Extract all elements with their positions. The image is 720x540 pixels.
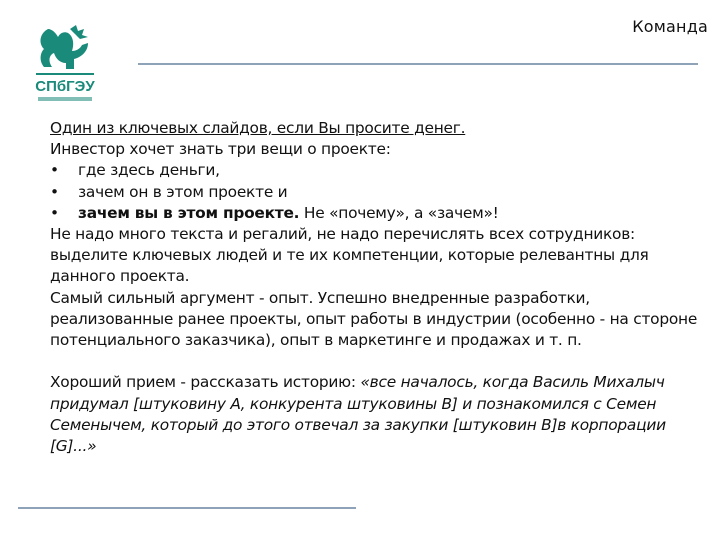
bullet-text: Не «почему», а «зачем»!: [299, 203, 499, 222]
logo-text: СПбГЭУ: [35, 78, 95, 95]
bullet-marker: •: [50, 203, 59, 222]
university-logo: [30, 23, 100, 107]
bullet-item: [50, 160, 705, 181]
bullet-text: зачем он в этом проекте и: [78, 182, 288, 201]
bullet-bold-text: зачем вы в этом проекте.: [78, 203, 300, 222]
intro-line: Один из ключевых слайдов, если Вы просите денег.: [50, 119, 466, 137]
paragraph-story: [50, 372, 705, 457]
footer-divider: [18, 507, 356, 509]
blank-line: [50, 351, 705, 372]
slide-title: Команда: [632, 17, 708, 36]
investor-line: Инвестор хочет знать три вещи о проекте:: [50, 140, 391, 159]
bullet-item: [50, 182, 705, 203]
story-quote: «все началось, когда Василь Михалыч придумал [штуковину А, конкурента штуковины B] и познакомился с Семен Семенычем, который до этого отвечал за закупки [штуковин B]в корпорации [G]...»: [50, 373, 666, 456]
bullet-item: [50, 203, 705, 224]
paragraph-experience: Самый сильный аргумент - опыт. Успешно внедренные разработки, реализованные ранее проекты, опыт работы в индустрии (особенно - на стороне потенциального заказчика), опыт в маркетинге и продажах и т. п.: [50, 288, 698, 350]
bullet-text: где здесь деньги,: [78, 161, 220, 180]
story-lead: Хороший прием - рассказать историю:: [50, 373, 361, 392]
slide-body: [50, 118, 705, 457]
header-divider: [138, 63, 698, 65]
bullet-marker: •: [50, 161, 59, 180]
paragraph-team: Не надо много текста и регалий, не надо перечислять всех сотрудников: выделите ключевых людей и те их компетенции, которые релевантны для данного проекта.: [50, 225, 649, 286]
bullet-marker: •: [50, 182, 59, 201]
